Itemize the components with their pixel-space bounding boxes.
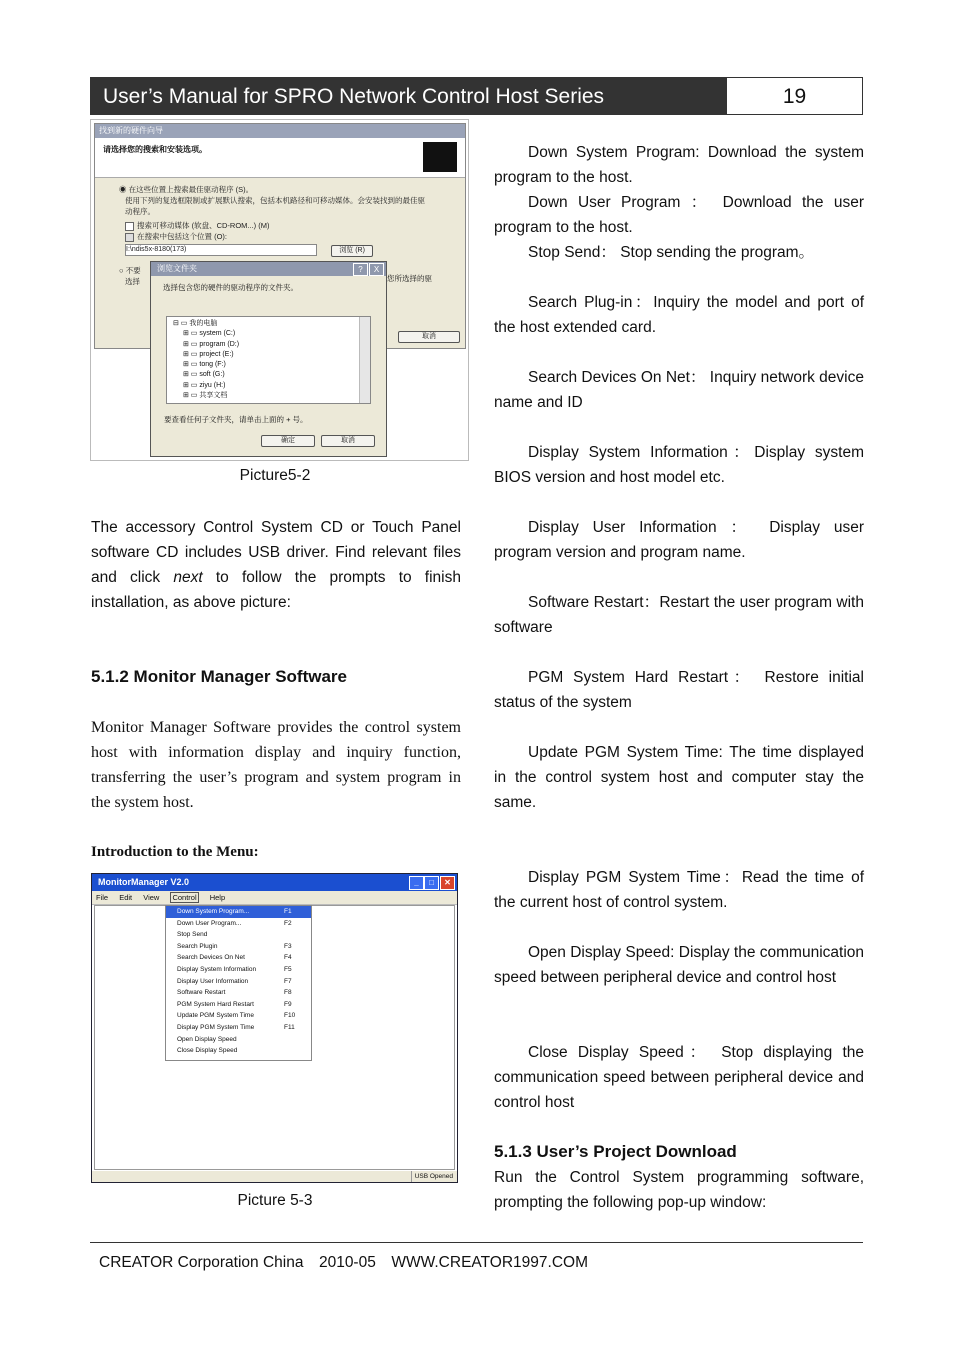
tree-item[interactable]: ⊟ ▭ 我的电脑 <box>173 320 218 327</box>
browse-button[interactable]: 浏览 (R) <box>331 245 373 257</box>
desc-open-display-speed: Open Display Speed: Display the communication speed between peripheral device and control host <box>494 944 865 986</box>
footer-rule <box>90 1242 863 1243</box>
tree-item[interactable]: ⊞ ▭ 共享文档 <box>183 392 228 400</box>
maximize-icon[interactable]: □ <box>424 876 439 890</box>
tree-item[interactable]: ⊞ ▭ project (E:) <box>183 350 234 358</box>
menu-item-pgm-hard-restart[interactable]: PGM System Hard Restart F9 <box>177 1000 292 1008</box>
desc-display-pgm-time: Display PGM System Time：Read the time of the current host of control system. <box>494 869 864 911</box>
wizard-cancel-button[interactable]: 取消 <box>398 331 460 343</box>
removable-media-checkbox[interactable]: 搜索可移动媒体 (软盘、CD-ROM...) (M) <box>125 220 465 231</box>
usb-status: USB Opened <box>411 1171 453 1182</box>
help-icon[interactable]: ? <box>353 263 368 276</box>
desc-pgm-hard-restart: PGM System Hard Restart： Restore initial status of the system <box>494 669 864 711</box>
include-location-checkbox[interactable]: 在搜索中包括这个位置 (O): <box>125 231 465 242</box>
menu-item-down-user-program[interactable]: Down User Program... F2 <box>177 919 292 927</box>
manual-option-right: 您所选择的驱 <box>387 274 432 283</box>
wizard-heading: 请选择您的搜索和安装选项。 <box>103 145 207 154</box>
control-menu <box>165 905 312 1061</box>
footer-text: CREATOR Corporation China 2010-05 WWW.CREATOR1997.COM <box>99 1254 588 1271</box>
desc-down-user-program: Down User Program ： Download the user program to the host. <box>494 194 864 236</box>
app-title: MonitorManager V2.0 <box>98 877 190 887</box>
menubar <box>92 891 457 905</box>
tree-item[interactable]: ⊞ ▭ program (D:) <box>183 340 240 348</box>
page-number: 19 <box>726 77 863 115</box>
project-download-paragraph: Run the Control System programming software, prompting the following pop-up window: <box>494 1169 864 1211</box>
menu-item-search-devices[interactable]: Search Devices On Net F4 <box>177 954 292 962</box>
header-title: User’s Manual for SPRO Network Control Host Series <box>90 77 726 115</box>
menu-item-software-restart[interactable]: Software Restart F8 <box>177 989 292 997</box>
desc-down-system-program: Down System Program: Download the system program to the host. <box>494 144 864 186</box>
desc-close-display-speed: Close Display Speed： Stop displaying the communication speed between peripheral device and control host <box>494 1044 864 1111</box>
menu-item-search-plugin[interactable]: Search Plugin F3 <box>177 942 292 950</box>
browse-folder-dialog <box>150 261 387 457</box>
picture-5-2 <box>90 119 469 461</box>
desc-search-devices: Search Devices On Net： Inquiry network device name and ID <box>494 369 864 411</box>
folder-tree[interactable] <box>166 316 371 404</box>
manual-option[interactable]: ○ 不要 <box>119 266 141 275</box>
menu-intro-heading: Introduction to the Menu: <box>91 844 259 860</box>
menu-view[interactable]: View <box>143 893 160 902</box>
menu-item-display-pgm-time[interactable]: Display PGM System Time F11 <box>177 1023 295 1031</box>
menu-control[interactable]: Control <box>172 893 197 902</box>
desc-display-user-info: Display User Information ： Display user program version and program name. <box>494 519 864 561</box>
path-input[interactable]: I:\ndis5x-8180(173) <box>125 244 317 256</box>
tree-item[interactable]: ⊞ ▭ soft (G:) <box>183 371 225 379</box>
search-option-desc: 使用下列的复选框限制或扩展默认搜索，包括本机路径和可移动媒体。会安装找到的最佳驱动程序。 <box>125 196 425 216</box>
dialog-prompt: 选择包含您的硬件的驱动程序的文件夹。 <box>163 283 298 292</box>
desc-software-restart: Software Restart：Restart the user program with software <box>494 594 864 636</box>
tree-item[interactable]: ⊞ ▭ system (C:) <box>183 330 236 338</box>
desc-stop-send: Stop Send： Stop sending the program。 <box>528 244 815 261</box>
desc-display-system-info: Display System Information：Display system BIOS version and host model etc. <box>494 444 864 486</box>
wizard-title: 找到新的硬件向导 <box>95 124 465 138</box>
monitor-manager-paragraph: Monitor Manager Software provides the control system host with information display and inquiry function, transferring the user’s program and system program in the system host. <box>91 719 461 811</box>
dialog-title: 浏览文件夹 <box>157 264 197 273</box>
menu-edit[interactable]: Edit <box>119 893 133 902</box>
menu-item-display-system-info[interactable]: Display System Information F5 <box>177 965 292 973</box>
manual-option-desc: 选择 <box>125 277 140 286</box>
menu-item-down-system-program[interactable]: Down System Program... F1 <box>166 906 311 918</box>
close-icon[interactable]: ✕ <box>440 876 455 890</box>
tree-item[interactable]: ⊞ ▭ tong (F:) <box>183 361 226 369</box>
menu-help[interactable]: Help <box>209 893 226 902</box>
desc-search-plugin: Search Plug-in：Inquiry the model and port of the host extended card. <box>494 294 864 336</box>
menu-item-display-user-info[interactable]: Display User Information F7 <box>177 977 292 985</box>
status-bar <box>92 1171 457 1182</box>
ok-button[interactable]: 确定 <box>261 435 315 447</box>
picture-5-2-caption: Picture5-2 <box>239 467 311 484</box>
usb-driver-paragraph: The accessory Control System CD or Touch Panel software CD includes USB driver. Find relevant files and click next to follow the prompts to finish installation, as above picture: <box>91 519 461 611</box>
hardware-icon <box>423 142 457 172</box>
menu-file[interactable]: File <box>96 893 109 902</box>
search-option[interactable]: ◉ 在这些位置上搜索最佳驱动程序 (S)。 <box>119 185 254 194</box>
dialog-hint: 要查看任何子文件夹，请单击上面的 + 号。 <box>164 415 308 424</box>
minimize-icon[interactable]: _ <box>409 876 424 890</box>
section-5-1-3-heading: 5.1.3 User’s Project Download <box>494 1142 737 1161</box>
close-icon[interactable]: X <box>369 263 384 276</box>
section-5-1-2-heading: 5.1.2 Monitor Manager Software <box>91 667 347 686</box>
picture-5-3 <box>91 873 458 1183</box>
tree-item[interactable]: ⊞ ▭ ziyu (H:) <box>183 381 226 389</box>
tree-scrollbar[interactable] <box>359 317 370 403</box>
menu-item-close-display-speed[interactable]: Close Display Speed <box>177 1047 238 1055</box>
dialog-cancel-button[interactable]: 取消 <box>321 435 375 447</box>
picture-5-3-caption: Picture 5-3 <box>237 1192 313 1209</box>
menu-item-stop-send[interactable]: Stop Send <box>177 931 208 939</box>
menu-item-update-pgm-time[interactable]: Update PGM System Time F10 <box>177 1012 296 1020</box>
menu-item-open-display-speed[interactable]: Open Display Speed <box>177 1035 237 1043</box>
desc-update-pgm-time: Update PGM System Time: The time displayed in the control system host and computer stay the same. <box>494 744 864 811</box>
